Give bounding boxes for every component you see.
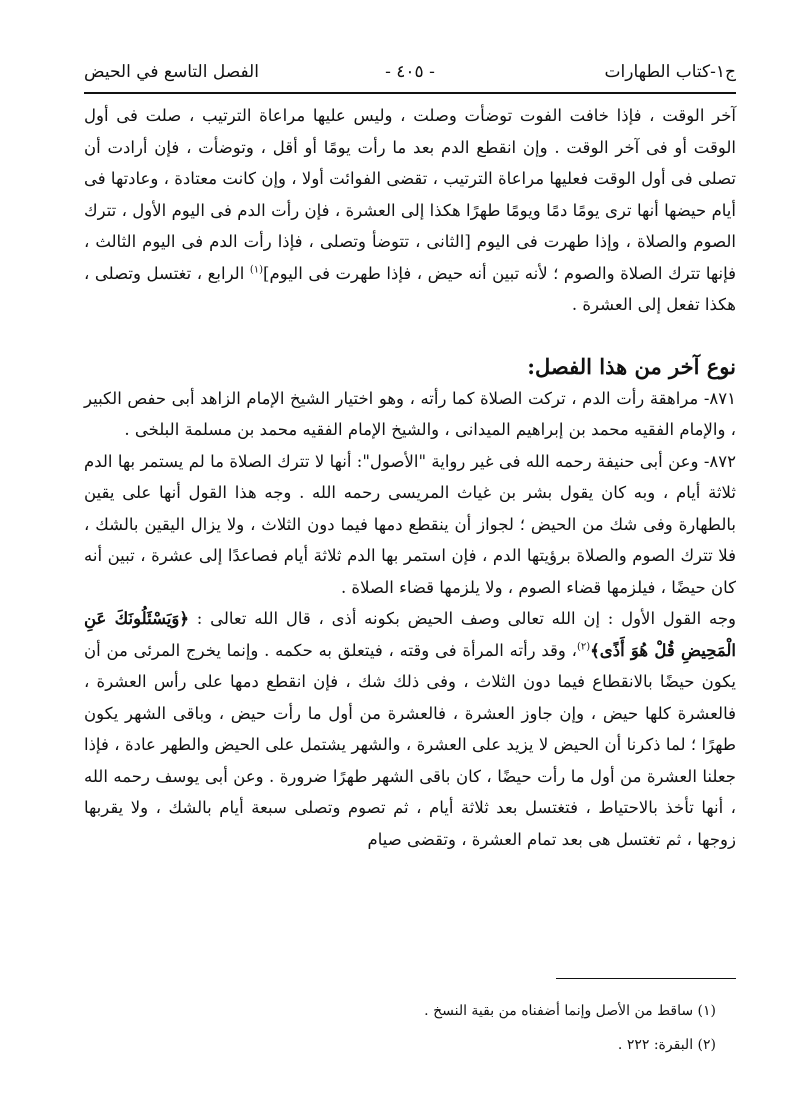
footnote-divider: [556, 978, 736, 979]
paragraph-872: ٨٧٢- وعن أبى حنيفة رحمه الله فى غير رواية "الأصول": أنها لا تترك الصلاة ما لم يستمر بها الدم ثلاثة أيام ، وبه كان يقول بشر بن غياث المريسى رحمه الله . وجه هذا القول أنها على يقين بالطهارة وفى شك من الحيض ؛ لجواز أن ينقطع دمها فيما دون الثلاث ، ولا يزال اليقين بالشك ، فلا تترك الصوم والصلاة برؤيتها الدم ، فإن استمر بها الدم ثلاثة أيام فصاعدًا إلى عشرة ، تبين أنه كان حيضًا ، فيلزمها قضاء الصوم ، ولا يلزمها قضاء الصلاة .: [84, 451, 736, 597]
main-text: [84, 100, 736, 855]
footnote-2: (٢) البقرة: ٢٢٢ .: [617, 1037, 716, 1053]
footnotes: [84, 994, 736, 1062]
section-spacer: [84, 321, 736, 351]
running-header: [84, 52, 736, 94]
footnote-marker-2: (٢): [576, 641, 591, 652]
paragraph-first-opinion: [84, 603, 736, 855]
paragraph-871: ٨٧١- مراهقة رأت الدم ، تركت الصلاة كما رأته ، وهو اختيار الشيخ الإمام الزاهد أبى حفص الكبير ، والإمام الفقيه محمد بن إبراهيم الميدانى ، والشيخ الإمام الفقيه محمد بن مسلمة البلخى .: [84, 388, 736, 439]
paragraph-continuation: [84, 100, 736, 321]
paragraph-first-opinion-body: ، وقد رأته المرأة فى وقته ، فيتعلق به حكمه . وإنما يخرج المرئى من أن يكون حيضًا بالانقطاع فيما دون الثلاث ، وفى ذلك شك ، فإن انقطع دمها على رأس العشرة ، فالعشرة كلها حيض ، وإن جاوز العشرة ، فالعشرة من أول ما رأت حيض ، وباقى الشهر يكون طهرًا ؛ لما ذكرنا أن الحيض لا يزيد على العشرة ، والشهر يشتمل على الحيض والطهر عادة ، فإذا جعلنا العشرة من أول ما رأت حيضًا ، كان باقى الشهر طهرًا ضرورة . وعن أبى يوسف رحمه الله ، أنها تأخذ بالاحتياط ، فتغتسل بعد ثلاثة أيام ، ثم تصوم وتصلى سبعة أيام بالشك ، ولا يقربها زوجها ، ثم تغتسل هى بعد تمام العشرة ، وتقضى صيام: [84, 640, 736, 849]
paragraph-first-opinion-intro: وجه القول الأول : إن الله تعالى وصف الحيض بكونه أذى ، قال الله تعالى :: [189, 609, 736, 628]
footnote-1: (١) ساقط من الأصل وإنما أضفناه من بقية النسخ .: [424, 1003, 716, 1019]
book-page: [84, 52, 736, 1082]
header-chapter-title: الفصل التاسع في الحيض: [84, 62, 259, 82]
section-heading: نوع آخر من هذا الفصل:: [527, 353, 736, 379]
paragraph-continuation-text: آخر الوقت ، فإذا خافت الفوت توضأت وصلت ، وليس عليها مراعاة الترتيب ، صلت فى أول الوقت أو فى آخر الوقت . وإن انقطع الدم بعد ما رأت يومًا أو أقل ، وتوضأت ، فإن أرادت أن تصلى فى أول الوقت فعليها مراعاة الترتيب ، تقضى الفوائت أولا ، وإن كانت معتادة ، وعادتها فى أيام حيضها أنها ترى يومًا دمًا ويومًا طهرًا هكذا إلى العشرة ، فإن رأت الدم فى اليوم الأول ، تترك الصوم والصلاة ، وإذا طهرت فى اليوم [الثانى ، تتوضأ وتصلى ، فإذا رأت الدم فى اليوم الثالث ، فإنها تترك الصلاة والصوم ؛ لأنه تبين أنه حيض ، فإذا طهرت فى اليوم]: [84, 106, 736, 283]
footnote-marker-1: (١): [249, 264, 264, 275]
header-volume-book: ج١-كتاب الطهارات: [604, 62, 736, 82]
paragraph-continuation-end: الرابع ، تغتسل وتصلى ، هكذا تفعل إلى العشرة .: [84, 263, 736, 314]
quran-verse: ﴿وَيَسْئَلُونَكَ عَنِ الْمَحِيضِ قُلْ هُوَ أَذًى﴾: [84, 609, 736, 660]
page-number: - ٤٠٥ -: [385, 62, 435, 82]
